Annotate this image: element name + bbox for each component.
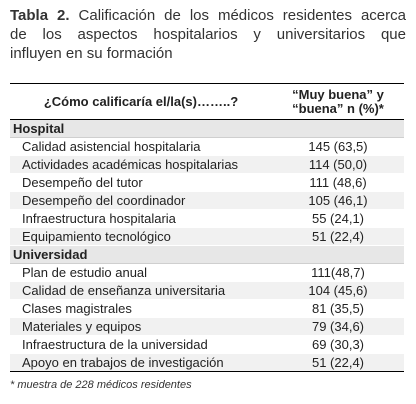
section-hospital [10,120,404,246]
row-value: 105 (46,1) [272,192,404,210]
row-value: 51 (22,4) [272,228,404,246]
header-value [272,84,404,120]
caption-label: Tabla 2. [10,7,70,24]
header-value-line-2: “buena” n (%)* [292,100,384,116]
row-item: Clases magistrales [10,300,272,318]
table-row [10,264,404,282]
row-value: 79 (34,6) [272,318,404,336]
row-value: 81 (35,5) [272,300,404,318]
row-item: Desempeño del tutor [10,174,272,192]
table-row [10,300,404,318]
table-row [10,282,404,300]
table-row [10,192,404,210]
section-title: Universidad [10,246,404,264]
table-row [10,210,404,228]
row-item: Calidad de enseñanza universitaria [10,282,272,300]
row-value: 51 (22,4) [272,354,404,372]
section-header [10,246,404,264]
section-title: Hospital [10,120,404,138]
caption-text-1: Calificación de los médicos residentes acerca [78,7,406,24]
row-value: 114 (50,0) [272,156,404,174]
row-item: Infraestructura de la universidad [10,336,272,354]
header-question: ¿Cómo calificaría el/la(s)……..? [10,84,272,120]
header-value-line-1: “Muy buena” y [292,86,384,102]
row-item: Apoyo en trabajos de investigación [10,354,272,372]
row-item: Actividades académicas hospitalarias [10,156,272,174]
table-footnote: * muestra de 228 médicos residentes [10,379,192,391]
caption-line-1 [10,6,406,25]
table-row [10,138,404,156]
row-item: Desempeño del coordinador [10,192,272,210]
row-item: Materiales y equipos [10,318,272,336]
row-item: Plan de estudio anual [10,264,272,282]
table-row [10,336,404,354]
table-caption [10,6,406,63]
caption-line-2: de los aspectos hospitalarios y universitarios que [10,26,406,43]
section-universidad [10,246,404,372]
row-item: Calidad asistencial hospitalaria [10,138,272,156]
table-row [10,228,404,246]
row-value: 104 (45,6) [272,282,404,300]
table-row [10,174,404,192]
row-value: 145 (63,5) [272,138,404,156]
table-row [10,318,404,336]
row-value: 111(48,7) [272,264,404,282]
row-item: Equipamiento tecnológico [10,228,272,246]
row-value: 55 (24,1) [272,210,404,228]
row-value: 111 (48,6) [272,174,404,192]
table-row [10,354,404,372]
section-header [10,120,404,138]
table-header-row [10,84,404,120]
row-value: 69 (30,3) [272,336,404,354]
table-row [10,156,404,174]
caption-line-3: influyen en su formación [10,45,173,62]
row-item: Infraestructura hospitalaria [10,210,272,228]
ratings-table [10,83,404,372]
